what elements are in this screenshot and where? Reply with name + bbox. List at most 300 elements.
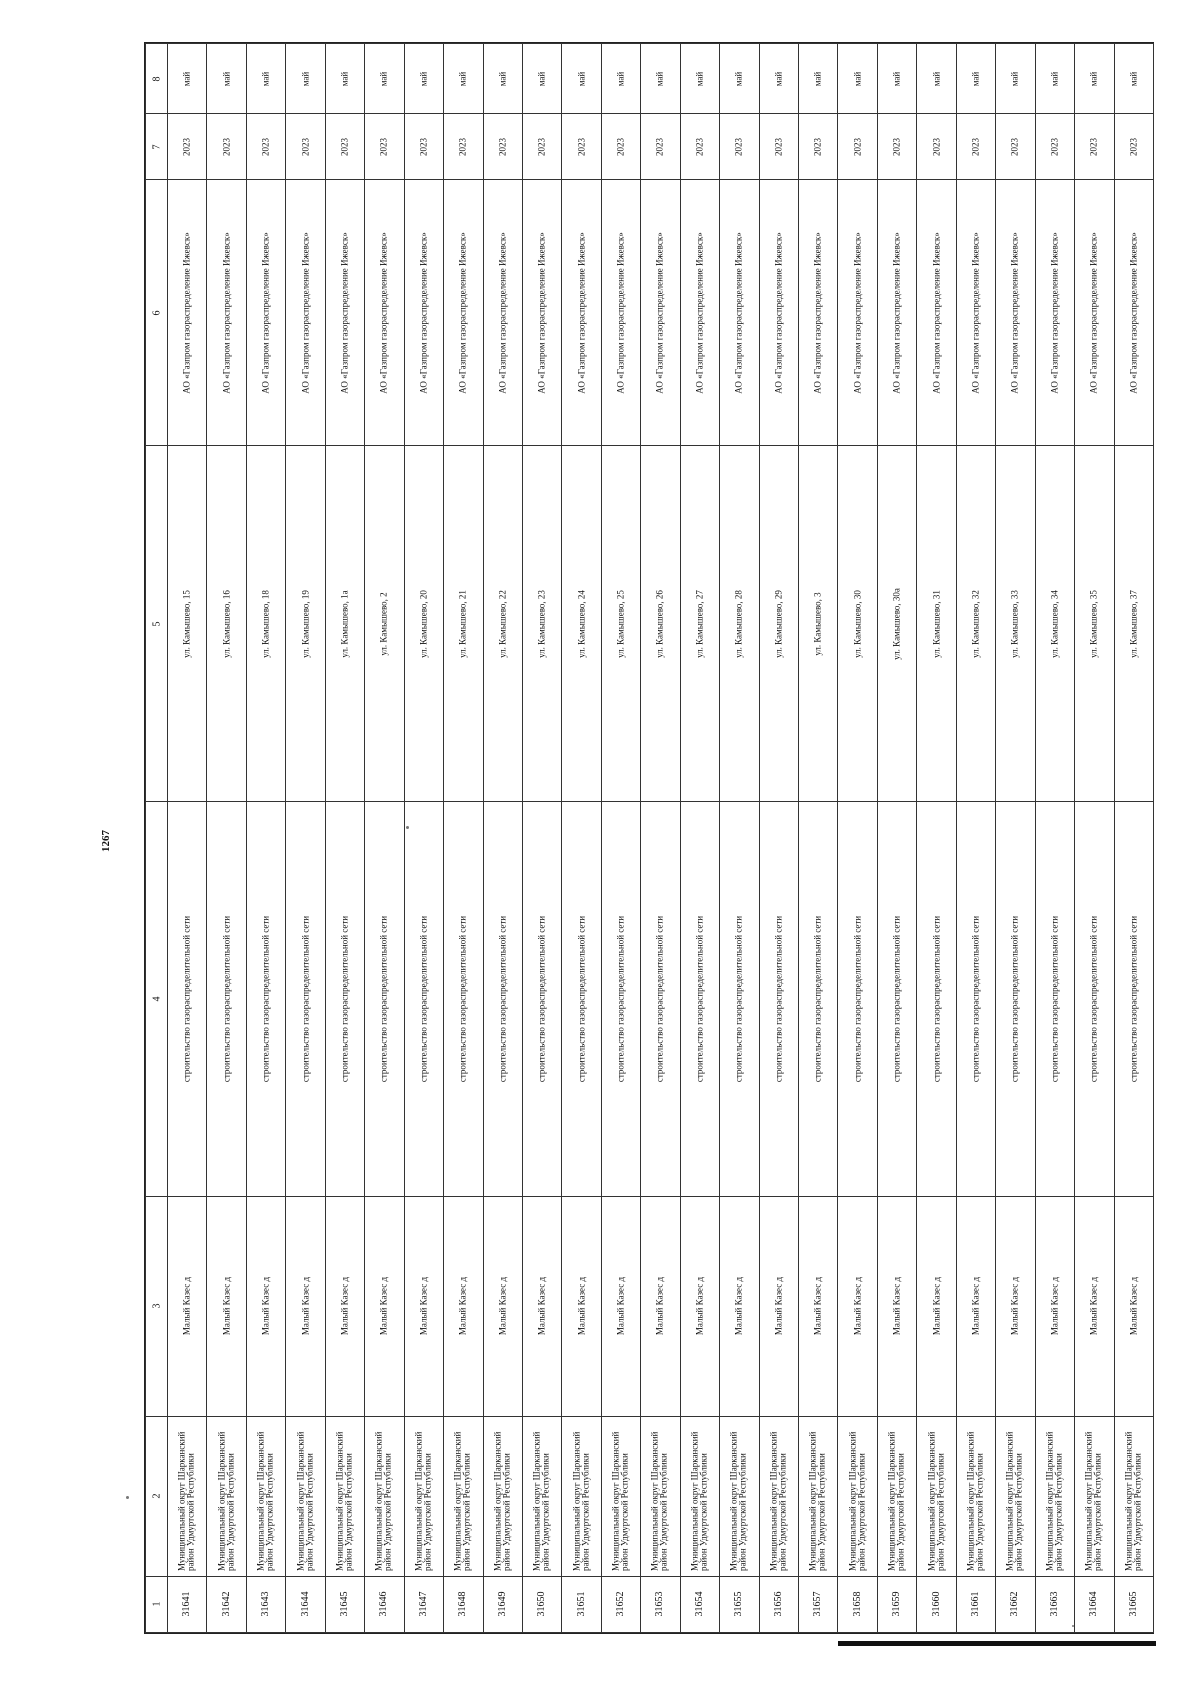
work-type-cell <box>246 802 285 1196</box>
row-number-cell <box>246 1576 285 1632</box>
address-cell-text: ул. Камышево, 24 <box>576 589 587 658</box>
year-cell-text: 2023 <box>300 137 311 156</box>
settlement-cell-text: Малый Казес д <box>654 1277 665 1336</box>
municipality-cell-text: Муниципальный округ Шарканский район Удмуртской Республики <box>176 1432 197 1572</box>
settlement-cell-text: Малый Казес д <box>260 1277 271 1336</box>
year-cell-text: 2023 <box>931 137 942 156</box>
municipality-cell <box>641 1416 680 1576</box>
table-row-org <box>146 180 1154 446</box>
settlement-cell <box>286 1196 325 1416</box>
municipality-cell <box>404 1416 443 1576</box>
year-cell-text: 2023 <box>852 137 863 156</box>
settlement-cell-text: Малый Казес д <box>497 1277 508 1336</box>
table-row-num <box>146 1576 1154 1632</box>
month-cell <box>562 44 601 114</box>
municipality-cell <box>325 1416 364 1576</box>
column-header <box>146 802 168 1196</box>
month-cell <box>1114 44 1153 114</box>
year-cell <box>1075 114 1114 180</box>
municipality-cell-text: Муниципальный округ Шарканский район Удмуртской Республики <box>413 1432 433 1572</box>
work-type-cell-text: строительство газораспределительной сети <box>891 915 902 1083</box>
address-cell <box>246 446 285 802</box>
year-cell-text: 2023 <box>457 137 468 156</box>
municipality-cell-text: Муниципальный округ Шарканский район Удмуртской Республики <box>452 1432 473 1572</box>
work-type-cell-text: строительство газораспределительной сети <box>260 915 271 1083</box>
work-type-cell-text: строительство газораспределительной сети <box>1049 915 1060 1083</box>
organization-cell-text: АО «Газпром газораспределение Ижевск» <box>694 231 705 394</box>
month-cell <box>168 44 207 114</box>
year-cell <box>641 114 680 180</box>
work-type-cell <box>168 802 207 1196</box>
address-cell <box>601 446 640 802</box>
row-number-cell <box>522 1576 561 1632</box>
year-cell <box>325 114 364 180</box>
row-number-cell-text: 31652 <box>615 1591 627 1617</box>
municipality-cell <box>207 1416 246 1576</box>
settlement-cell <box>168 1196 207 1416</box>
row-number-cell-text: 31653 <box>654 1591 666 1617</box>
month-cell-text: май <box>1128 71 1139 86</box>
year-cell-text: 2023 <box>497 137 508 156</box>
year-cell <box>956 114 995 180</box>
municipality-cell <box>917 1416 956 1576</box>
settlement-cell-text: Малый Казес д <box>1128 1277 1139 1336</box>
column-header <box>146 44 168 114</box>
month-cell <box>522 44 561 114</box>
address-cell-text: ул. Камышево, 18 <box>260 589 271 658</box>
year-cell <box>838 114 877 180</box>
year-cell <box>720 114 759 180</box>
settlement-cell-text: Малый Казес д <box>852 1277 863 1336</box>
address-cell-text: ул. Камышево, 3 <box>812 592 823 656</box>
municipality-cell <box>286 1416 325 1576</box>
row-number-cell-text: 31661 <box>969 1591 981 1617</box>
row-number-cell <box>956 1576 995 1632</box>
work-type-cell <box>325 802 364 1196</box>
month-cell <box>799 44 838 114</box>
organization-cell-text: АО «Газпром газораспределение Ижевск» <box>615 231 626 394</box>
address-cell-text: ул. Камышево, 30 <box>852 589 863 658</box>
municipality-cell <box>168 1416 207 1576</box>
address-cell <box>562 446 601 802</box>
work-type-cell <box>483 802 522 1196</box>
year-cell <box>680 114 719 180</box>
municipality-cell <box>759 1416 798 1576</box>
work-type-cell <box>917 802 956 1196</box>
address-cell <box>956 446 995 802</box>
address-cell <box>168 446 207 802</box>
work-type-cell-text: строительство газораспределительной сети <box>931 915 942 1083</box>
work-type-cell-text: строительство газораспределительной сети <box>378 915 389 1083</box>
address-cell <box>917 446 956 802</box>
settlement-cell-text: Малый Казес д <box>812 1277 823 1336</box>
month-cell <box>1075 44 1114 114</box>
work-type-cell <box>877 802 916 1196</box>
column-header <box>146 1416 168 1576</box>
row-number-cell-text: 31641 <box>181 1591 193 1617</box>
settlement-cell <box>956 1196 995 1416</box>
organization-cell <box>168 180 207 446</box>
municipality-cell-text: Муниципальный округ Шарканский район Удмуртской Республики <box>847 1432 867 1572</box>
settlement-cell-text: Малый Казес д <box>457 1277 468 1336</box>
row-number-cell-text: 31655 <box>733 1591 745 1617</box>
municipality-cell-text: Муниципальный округ Шарканский район Удмуртской Республики <box>926 1432 946 1572</box>
work-type-cell-text: строительство газораспределительной сети <box>418 915 429 1083</box>
municipality-cell-text: Муниципальный округ Шарканский район Удмуртской Республики <box>295 1432 315 1572</box>
address-cell-text: ул. Камышево, 22 <box>497 589 508 658</box>
year-cell-text: 2023 <box>536 137 547 156</box>
register-table-grid <box>145 43 1154 1633</box>
year-cell <box>246 114 285 180</box>
row-number-cell <box>877 1576 916 1632</box>
organization-cell <box>286 180 325 446</box>
month-cell-text: май <box>497 71 508 86</box>
year-cell-text: 2023 <box>891 137 902 156</box>
organization-cell <box>562 180 601 446</box>
table-body <box>146 44 1154 1633</box>
settlement-cell-text: Малый Казес д <box>536 1277 547 1336</box>
row-number-cell <box>759 1576 798 1632</box>
organization-cell <box>404 180 443 446</box>
column-header-label: 7 <box>151 144 162 150</box>
row-number-cell-text: 31651 <box>575 1591 587 1617</box>
row-number-cell <box>365 1576 404 1632</box>
municipality-cell-text: Муниципальный округ Шарканский район Удмуртской Республики <box>216 1432 236 1572</box>
month-cell <box>838 44 877 114</box>
work-type-cell-text: строительство газораспределительной сети <box>339 915 350 1083</box>
address-cell-text: ул. Камышево, 25 <box>615 589 626 658</box>
municipality-cell <box>444 1416 483 1576</box>
organization-cell-text: АО «Газпром газораспределение Ижевск» <box>891 231 902 394</box>
municipality-cell <box>1075 1416 1114 1576</box>
year-cell <box>877 114 916 180</box>
year-cell <box>404 114 443 180</box>
municipality-cell-text: Муниципальный округ Шарканский район Удмуртской Республики <box>689 1432 709 1572</box>
table-row-village <box>146 1196 1154 1416</box>
row-number-cell-text: 31665 <box>1127 1591 1139 1617</box>
municipality-cell-text: Муниципальный округ Шарканский район Удмуртской Республики <box>571 1432 591 1572</box>
settlement-cell-text: Малый Казес д <box>1009 1277 1020 1336</box>
settlement-cell-text: Малый Казес д <box>1088 1277 1099 1336</box>
address-cell <box>996 446 1035 802</box>
address-cell <box>759 446 798 802</box>
work-type-cell-text: строительство газораспределительной сети <box>852 915 863 1083</box>
municipality-cell-text: Муниципальный округ Шарканский район Удмуртской Республики <box>255 1432 276 1572</box>
month-cell-text: май <box>970 71 981 86</box>
settlement-cell-text: Малый Казес д <box>576 1277 587 1336</box>
organization-cell <box>838 180 877 446</box>
month-cell-text: май <box>773 71 784 86</box>
month-cell <box>246 44 285 114</box>
organization-cell <box>956 180 995 446</box>
month-cell <box>720 44 759 114</box>
settlement-cell-text: Малый Казес д <box>181 1277 192 1336</box>
address-cell-text: ул. Камышево, 19 <box>300 589 311 658</box>
address-cell-text: ул. Камышево, 30а <box>891 587 902 660</box>
month-cell-text: май <box>1088 71 1099 86</box>
work-type-cell <box>680 802 719 1196</box>
organization-cell-text: АО «Газпром газораспределение Ижевск» <box>1088 231 1099 394</box>
municipality-cell-text: Муниципальный округ Шарканский район Удмуртской Республики <box>492 1432 512 1572</box>
work-type-cell-text: строительство газораспределительной сети <box>654 915 665 1083</box>
settlement-cell-text: Малый Казес д <box>615 1277 626 1336</box>
row-number-cell <box>720 1576 759 1632</box>
organization-cell <box>601 180 640 446</box>
row-number-cell-text: 31664 <box>1088 1591 1100 1617</box>
municipality-cell <box>877 1416 916 1576</box>
settlement-cell-text: Малый Казес д <box>970 1277 981 1336</box>
work-type-cell <box>562 802 601 1196</box>
row-number-cell-text: 31646 <box>378 1591 390 1617</box>
settlement-cell-text: Малый Казес д <box>733 1277 744 1336</box>
settlement-cell-text: Малый Казес д <box>300 1277 311 1336</box>
month-cell <box>483 44 522 114</box>
organization-cell-text: АО «Газпром газораспределение Ижевск» <box>1009 231 1020 394</box>
work-type-cell-text: строительство газораспределительной сети <box>694 915 705 1083</box>
row-number-cell <box>168 1576 207 1632</box>
table-row-year <box>146 114 1154 180</box>
month-cell <box>956 44 995 114</box>
municipality-cell-text: Муниципальный округ Шарканский район Удмуртской Республики <box>531 1432 552 1572</box>
month-cell <box>996 44 1035 114</box>
work-type-cell-text: строительство газораспределительной сети <box>1088 915 1099 1083</box>
address-cell <box>1075 446 1114 802</box>
municipality-cell <box>799 1416 838 1576</box>
settlement-cell <box>207 1196 246 1416</box>
organization-cell <box>641 180 680 446</box>
address-cell-text: ул. Камышево, 20 <box>418 589 429 658</box>
address-cell-text: ул. Камышево, 33 <box>1009 589 1020 658</box>
municipality-cell <box>720 1416 759 1576</box>
address-cell <box>720 446 759 802</box>
year-cell-text: 2023 <box>970 137 981 156</box>
row-number-cell <box>325 1576 364 1632</box>
municipality-cell-text: Муниципальный округ Шарканский район Удмуртской Республики <box>1044 1432 1064 1572</box>
month-cell <box>759 44 798 114</box>
year-cell <box>168 114 207 180</box>
organization-cell <box>483 180 522 446</box>
organization-cell <box>877 180 916 446</box>
organization-cell-text: АО «Газпром газораспределение Ижевск» <box>181 231 192 394</box>
work-type-cell <box>444 802 483 1196</box>
municipality-cell <box>838 1416 877 1576</box>
work-type-cell <box>799 802 838 1196</box>
year-cell-text: 2023 <box>733 137 744 156</box>
municipality-cell-text: Муниципальный округ Шарканский район Удмуртской Республики <box>1004 1432 1025 1572</box>
municipality-cell-text: Муниципальный округ Шарканский район Удмуртской Республики <box>373 1432 394 1572</box>
month-cell-text: май <box>221 71 232 86</box>
work-type-cell-text: строительство газораспределительной сети <box>497 915 508 1083</box>
municipality-cell-text: Муниципальный округ Шарканский район Удмуртской Республики <box>1123 1432 1143 1572</box>
month-cell <box>877 44 916 114</box>
work-type-cell-text: строительство газораспределительной сети <box>1128 915 1139 1083</box>
month-cell-text: май <box>891 71 902 86</box>
address-cell-text: ул. Камышево, 37 <box>1128 589 1139 658</box>
year-cell <box>1035 114 1074 180</box>
municipality-cell <box>680 1416 719 1576</box>
month-cell <box>207 44 246 114</box>
settlement-cell <box>759 1196 798 1416</box>
organization-cell <box>917 180 956 446</box>
organization-cell <box>759 180 798 446</box>
year-cell <box>483 114 522 180</box>
municipality-cell-text: Муниципальный округ Шарканский район Удмуртской Республики <box>728 1432 749 1572</box>
work-type-cell <box>365 802 404 1196</box>
organization-cell <box>1075 180 1114 446</box>
year-cell <box>996 114 1035 180</box>
month-cell-text: май <box>300 71 311 86</box>
address-cell <box>404 446 443 802</box>
month-cell-text: май <box>931 71 942 86</box>
row-number-cell-text: 31642 <box>220 1591 232 1617</box>
month-cell-text: май <box>654 71 665 86</box>
page-number: 1267 <box>100 830 112 852</box>
organization-cell <box>1114 180 1153 446</box>
column-header-label: 4 <box>151 996 162 1002</box>
month-cell-text: май <box>694 71 705 86</box>
municipality-cell <box>365 1416 404 1576</box>
work-type-cell <box>720 802 759 1196</box>
work-type-cell-text: строительство газораспределительной сети <box>773 915 784 1083</box>
settlement-cell <box>522 1196 561 1416</box>
row-number-cell <box>680 1576 719 1632</box>
month-cell-text: май <box>378 71 389 86</box>
year-cell-text: 2023 <box>1128 137 1139 156</box>
year-cell-text: 2023 <box>694 137 705 156</box>
row-number-cell-text: 31650 <box>536 1591 548 1617</box>
municipality-cell <box>1035 1416 1074 1576</box>
address-cell-text: ул. Камышево, 23 <box>536 589 547 658</box>
address-cell <box>641 446 680 802</box>
row-number-cell <box>601 1576 640 1632</box>
address-cell-text: ул. Камышево, 15 <box>181 589 192 658</box>
year-cell <box>207 114 246 180</box>
organization-cell-text: АО «Газпром газораспределение Ижевск» <box>733 231 744 394</box>
year-cell-text: 2023 <box>221 137 232 156</box>
organization-cell-text: АО «Газпром газораспределение Ижевск» <box>773 231 784 394</box>
row-number-cell <box>404 1576 443 1632</box>
row-number-cell-text: 31658 <box>851 1591 863 1617</box>
row-number-cell-text: 31648 <box>457 1591 469 1617</box>
month-cell <box>641 44 680 114</box>
settlement-cell <box>838 1196 877 1416</box>
organization-cell-text: АО «Газпром газораспределение Ижевск» <box>457 231 468 394</box>
organization-cell <box>720 180 759 446</box>
month-cell-text: май <box>615 71 626 86</box>
organization-cell-text: АО «Газпром газораспределение Ижевск» <box>852 231 863 394</box>
year-cell-text: 2023 <box>812 137 823 156</box>
year-cell <box>522 114 561 180</box>
month-cell-text: май <box>536 71 547 86</box>
row-number-cell <box>838 1576 877 1632</box>
year-cell-text: 2023 <box>1088 137 1099 156</box>
year-cell-text: 2023 <box>181 137 192 156</box>
year-cell <box>917 114 956 180</box>
month-cell-text: май <box>1009 71 1020 86</box>
table-row-municipality <box>146 1416 1154 1576</box>
work-type-cell <box>1114 802 1153 1196</box>
row-number-cell <box>1035 1576 1074 1632</box>
address-cell-text: ул. Камышево, 27 <box>694 589 705 658</box>
settlement-cell-text: Малый Казес д <box>891 1277 902 1336</box>
year-cell-text: 2023 <box>615 137 626 156</box>
address-cell <box>522 446 561 802</box>
organization-cell <box>680 180 719 446</box>
settlement-cell-text: Малый Казес д <box>339 1277 350 1336</box>
month-cell <box>325 44 364 114</box>
column-header-label: 2 <box>151 1493 162 1499</box>
work-type-cell <box>1035 802 1074 1196</box>
address-cell <box>1035 446 1074 802</box>
scan-edge-bar <box>838 1641 1156 1646</box>
organization-cell <box>996 180 1035 446</box>
municipality-cell-text: Муниципальный округ Шарканский район Удмуртской Республики <box>886 1432 907 1572</box>
settlement-cell <box>444 1196 483 1416</box>
year-cell-text: 2023 <box>378 137 389 156</box>
settlement-cell <box>877 1196 916 1416</box>
work-type-cell <box>956 802 995 1196</box>
settlement-cell <box>601 1196 640 1416</box>
organization-cell-text: АО «Газпром газораспределение Ижевск» <box>654 231 665 394</box>
address-cell <box>444 446 483 802</box>
month-cell-text: май <box>812 71 823 86</box>
settlement-cell-text: Малый Казес д <box>378 1277 389 1336</box>
work-type-cell-text: строительство газораспределительной сети <box>1009 915 1020 1083</box>
organization-cell <box>522 180 561 446</box>
settlement-cell <box>720 1196 759 1416</box>
address-cell <box>799 446 838 802</box>
settlement-cell-text: Малый Казес д <box>1049 1277 1060 1336</box>
municipality-cell-text: Муниципальный округ Шарканский район Удмуртской Республики <box>334 1432 354 1572</box>
settlement-cell <box>325 1196 364 1416</box>
month-cell-text: май <box>1049 71 1060 86</box>
year-cell <box>444 114 483 180</box>
month-cell-text: май <box>260 71 271 86</box>
row-number-cell-text: 31657 <box>812 1591 824 1617</box>
address-cell <box>325 446 364 802</box>
month-cell <box>1035 44 1074 114</box>
work-type-cell-text: строительство газораспределительной сети <box>812 915 823 1083</box>
address-cell <box>877 446 916 802</box>
address-cell <box>286 446 325 802</box>
month-cell-text: май <box>457 71 468 86</box>
table-row-month <box>146 44 1154 114</box>
municipality-cell <box>522 1416 561 1576</box>
row-number-cell-text: 31659 <box>891 1591 903 1617</box>
organization-cell-text: АО «Газпром газораспределение Ижевск» <box>418 231 429 394</box>
address-cell-text: ул. Камышево, 21 <box>457 589 468 658</box>
settlement-cell <box>917 1196 956 1416</box>
work-type-cell <box>641 802 680 1196</box>
row-number-cell <box>799 1576 838 1632</box>
settlement-cell <box>246 1196 285 1416</box>
settlement-cell <box>1114 1196 1153 1416</box>
address-cell-text: ул. Камышево, 34 <box>1049 589 1060 658</box>
month-cell <box>917 44 956 114</box>
column-header <box>146 114 168 180</box>
work-type-cell <box>404 802 443 1196</box>
organization-cell <box>325 180 364 446</box>
year-cell-text: 2023 <box>339 137 350 156</box>
organization-cell-text: АО «Газпром газораспределение Ижевск» <box>931 231 942 394</box>
organization-cell-text: АО «Газпром газораспределение Ижевск» <box>1049 231 1060 394</box>
settlement-cell <box>483 1196 522 1416</box>
row-number-cell <box>917 1576 956 1632</box>
organization-cell <box>246 180 285 446</box>
address-cell-text: ул. Камышево, 29 <box>773 589 784 658</box>
settlement-cell <box>1075 1196 1114 1416</box>
work-type-cell-text: строительство газораспределительной сети <box>536 915 547 1083</box>
